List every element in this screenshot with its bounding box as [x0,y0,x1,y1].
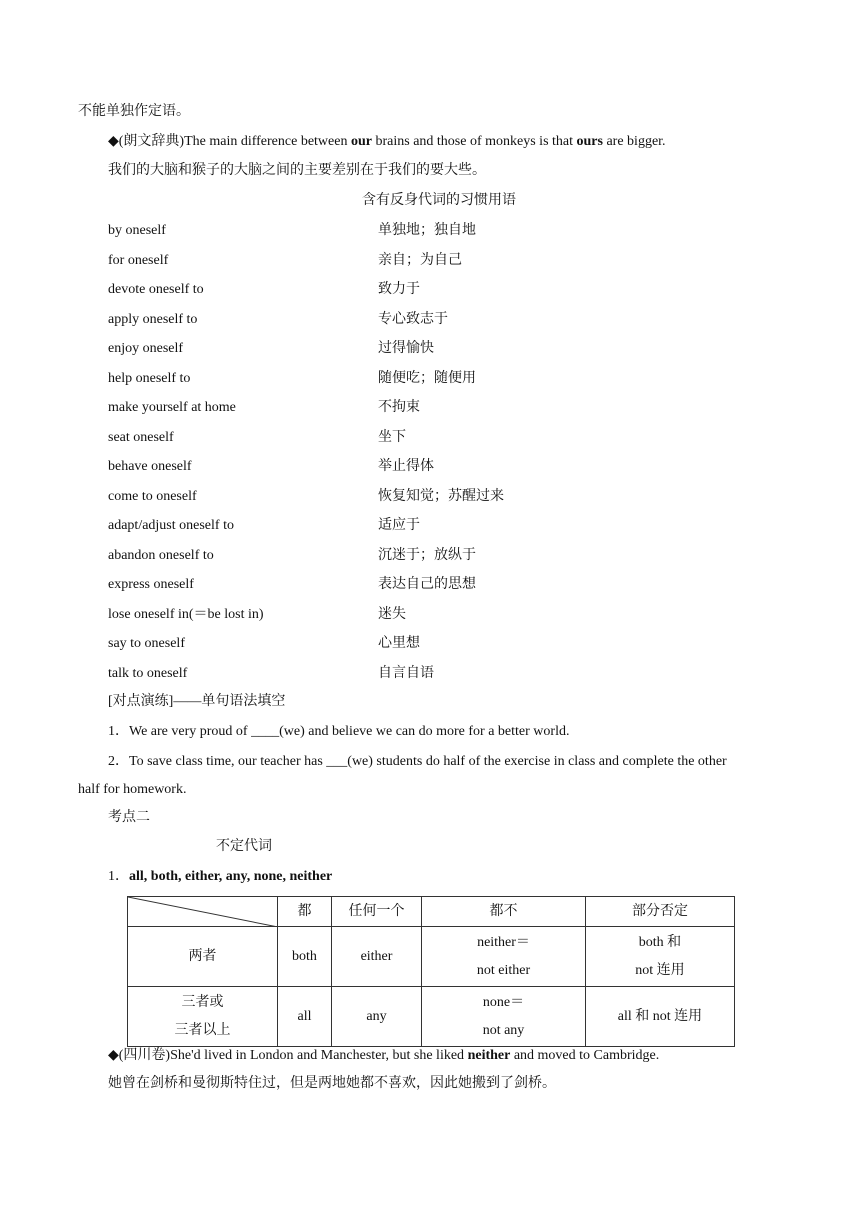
phrase-english: enjoy oneself [108,341,184,356]
example1-mid: brains and those of monkeys is that [371,134,577,149]
phrase-row [108,488,628,506]
phrase-chinese: 过得愉快 [378,341,434,356]
phrase-english: by oneself [108,223,166,238]
section-item-1 [108,868,332,886]
grid-cell [586,987,735,1047]
intro-line: 不能单独作定语。 [78,104,190,119]
phrase-row [108,399,628,417]
phrase-chinese: 单独地；独自地 [378,223,476,238]
phrase-table-title: 含有反身代词的习惯用语 [362,193,516,208]
phrase-english: apply oneself to [108,312,198,327]
example2-bold: neither [467,1048,511,1063]
grid-header: 都不 [422,897,586,927]
phrase-english: seat oneself [108,430,174,445]
example1-bold-ours: ours [576,134,603,149]
phrase-row [108,665,628,683]
phrase-chinese: 心里想 [378,636,420,651]
grid-header: 任何一个 [332,897,422,927]
example2-prefix: ◆(四川卷)She'd lived in London and Manchester, but she liked [108,1048,468,1063]
item1-number: 1． [108,869,129,884]
diagonal-line [128,897,278,927]
phrase-row [108,252,628,270]
phrase-english: adapt/adjust oneself to [108,518,234,533]
phrase-chinese: 亲自；为自己 [378,253,462,268]
practice-heading: [对点演练]——单句语法填空 [108,694,286,709]
phrase-row [108,635,628,653]
grid-cell [422,927,586,987]
grid-row-two [128,927,735,987]
example1-suffix: are bigger. [602,134,666,149]
phrase-chinese: 致力于 [378,282,420,297]
phrase-english: make yourself at home [108,400,236,415]
example-sentence-2 [108,1047,659,1065]
phrase-english: talk to oneself [108,666,188,681]
phrase-chinese: 表达自己的思想 [378,577,476,592]
cell-line: neither＝ [477,934,530,950]
section-title: 不定代词 [216,839,272,854]
row-label-line: 三者或 [181,994,224,1010]
phrase-english: help oneself to [108,371,191,386]
cell-line: all 和 not 连用 [617,1008,703,1024]
cell-line: not 连用 [635,962,685,978]
phrase-row [108,281,628,299]
section-label: 考点二 [108,810,150,825]
item1-heading: all, both, either, any, none, neither [129,869,333,884]
phrase-chinese: 举止得体 [378,459,434,474]
phrase-chinese: 不拘束 [378,400,420,415]
phrase-english: say to oneself [108,636,185,651]
phrase-chinese: 适应于 [378,518,420,533]
grid-cell [422,987,586,1047]
grid-header-row [128,897,735,927]
phrase-english: for oneself [108,253,169,268]
cell-line: not either [476,962,531,978]
phrase-row [108,606,628,624]
row-label-line: 三者以上 [174,1022,231,1038]
grid-cell [586,927,735,987]
grid-cell: both [278,927,332,987]
example1-translation: 我们的大脑和猴子的大脑之间的主要差别在于我们的要大些。 [108,163,486,178]
phrase-row [108,340,628,358]
grid-row-label [128,927,278,987]
cell-line: not any [482,1022,525,1038]
grid-row-three [128,987,735,1047]
phrase-english: come to oneself [108,489,197,504]
example1-bold-our: our [350,134,372,149]
phrase-chinese: 随便吃；随便用 [378,371,476,386]
row-label-line: 两者 [188,948,217,964]
phrase-row [108,458,628,476]
grid-row-label [128,987,278,1047]
practice-question-2-cont: half for homework. [78,782,187,797]
phrase-row [108,429,628,447]
grid-cell: all [278,987,332,1047]
phrase-chinese: 恢复知觉；苏醒过来 [378,489,504,504]
phrase-chinese: 专心致志于 [378,312,448,327]
grid-header: 都 [278,897,332,927]
phrase-row [108,222,628,240]
grid-corner-cell [128,897,278,927]
phrase-chinese: 沉迷于；放纵于 [378,548,476,563]
pronoun-grid [127,896,735,1047]
cell-line: none＝ [482,994,525,1010]
cell-line: both 和 [638,934,682,950]
phrase-english: behave oneself [108,459,192,474]
example1-prefix: ◆(朗文辞典)The main difference between [108,134,351,149]
practice-question-2: 2．To save class time, our teacher has ___(we) students do half of the exercise in class and complete the other [108,754,727,769]
grid-cell: either [332,927,422,987]
phrase-row [108,370,628,388]
phrase-row [108,547,628,565]
phrase-row [108,576,628,594]
phrase-chinese: 自言自语 [378,666,434,681]
phrase-english: abandon oneself to [108,548,214,563]
example2-suffix: and moved to Cambridge. [510,1048,660,1063]
grid-header: 部分否定 [586,897,735,927]
phrase-row [108,311,628,329]
phrase-row [108,517,628,535]
phrase-english: devote oneself to [108,282,204,297]
example2-translation: 她曾在剑桥和曼彻斯特住过，但是两地她都不喜欢，因此她搬到了剑桥。 [108,1076,556,1091]
grid-cell: any [332,987,422,1047]
phrase-chinese: 坐下 [378,430,406,445]
practice-question-1: 1．We are very proud of ____(we) and believe we can do more for a better world. [108,724,570,739]
example-sentence-1 [108,133,666,151]
phrase-english: express oneself [108,577,194,592]
phrase-english: lose oneself in(＝be lost in) [108,607,264,622]
phrase-chinese: 迷失 [378,607,406,622]
